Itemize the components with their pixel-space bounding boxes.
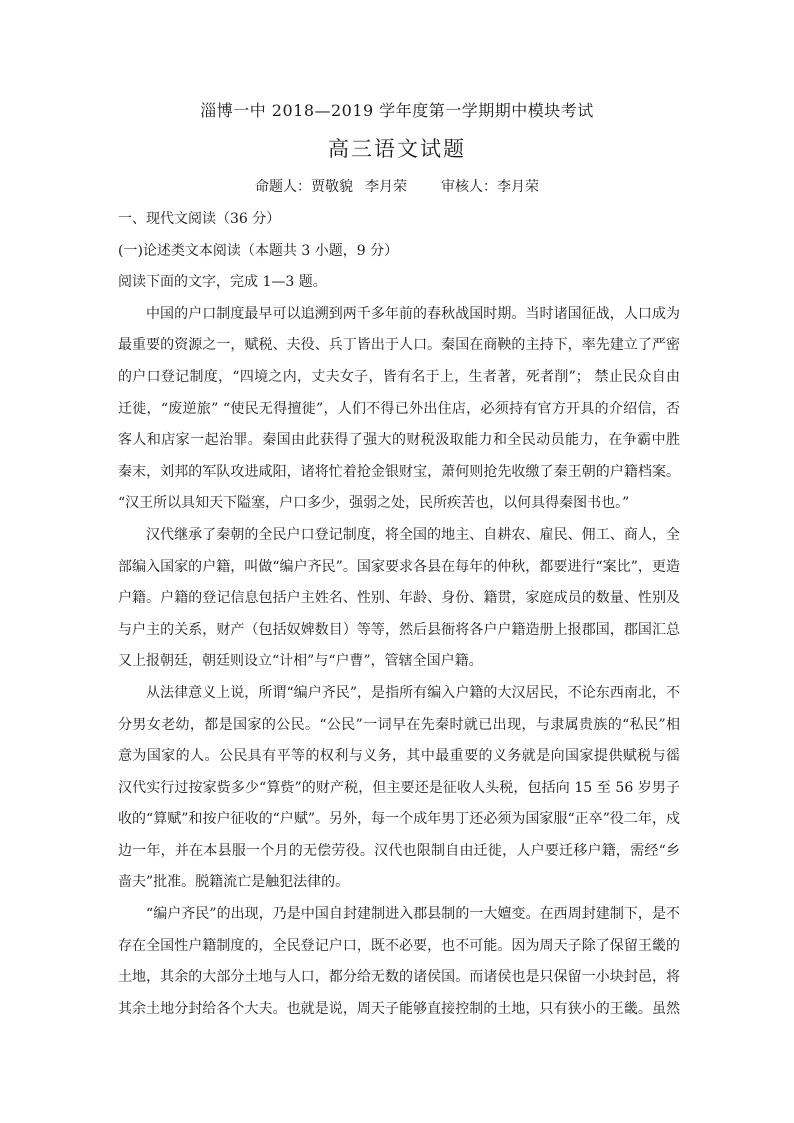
paragraph-3	[118, 678, 680, 899]
paragraph-line: “编户齐民”的出现，乃是中国自封建制进入郡县制的一大嬗变。在西周封建制下，是不	[146, 906, 680, 923]
paragraph-line: 其余土地分封给各个大夫。也就是说，周天子能够直接控制的土地，只有狭小的王畿。虽然	[118, 1000, 680, 1017]
setter-label: 命题人：贾敬貌	[255, 179, 353, 195]
paragraph-line: 最重要的资源之一，赋税、夫役、兵丁皆出于人口。秦国在商鞅的主持下，率先建立了严密	[118, 337, 680, 354]
paragraph-line: 分男女老幼，都是国家的公民。“公民”一词早在先秦时就已出现，与隶属贵族的“私民”相	[118, 716, 680, 733]
paragraph-line: 迁徙，“废逆旅” “使民无得擅徙”，人们不得已外出住店，必须持有官方开具的介绍信，否	[118, 400, 680, 417]
paragraph-line: 户籍。户籍的登记信息包括户主姓名、性别、年龄、身份、籍贯，家庭成员的数量、性别及	[118, 590, 680, 607]
reviewer-label: 审核人：李月荣	[441, 179, 539, 195]
sub-heading: (一)论述类文本阅读（本题共 3 小题，9 分）	[118, 242, 399, 259]
paragraph-line: 收的“算赋”和按户征收的“户赋”。另外，每一个成年男丁还必须为国家服“正卒”役二年，戍	[118, 811, 680, 828]
paragraph-line: “汉王所以具知天下隘塞，户口多少，强弱之处，民所疾苦也，以何具得秦图书也。”	[118, 495, 630, 512]
setter-second: 李月荣	[365, 179, 407, 195]
paragraph-line: 存在全国性户籍制度的，全民登记户口，既不必要，也不可能。因为周天子除了保留王畿的	[118, 937, 680, 954]
paragraph-2	[118, 520, 680, 678]
exam-title: 淄博一中 2018—2019 学年度第一学期期中模块考试	[200, 101, 594, 120]
paragraph-line: 中国的户口制度最早可以追溯到两千多年前的春秋战国时期。当时诸国征战，人口成为	[146, 305, 680, 322]
exam-body	[118, 204, 680, 1025]
paragraph-line: 与户主的关系，财产（包括奴婢数目）等等，然后县衙将各户户籍造册上报郡国，郡国汇总	[118, 621, 680, 638]
instruction: 阅读下面的文字，完成 1—3 题。	[118, 274, 327, 291]
paragraph-line: 秦末，刘邦的军队攻进咸阳，诸将忙着抢金银财宝，萧何则抢先收缴了秦王朝的户籍档案。	[118, 463, 680, 480]
author-line	[0, 177, 794, 197]
paragraph-line: 啬夫”批准。脱籍流亡是触犯法律的。	[118, 874, 350, 891]
paragraph-line: 的户口登记制度，“四境之内，丈夫女子，皆有名于上，生者著，死者削”； 禁止民众自由	[118, 368, 680, 385]
paragraph-line: 又上报朝廷，朝廷则设立“计相”与“户曹”，管辖全国户籍。	[118, 653, 483, 670]
paragraph-line: 土地，其余的大部分土地与人口，都分给无数的诸侯国。而诸侯也是只保留一小块封邑，将	[118, 969, 680, 986]
paragraph-line: 从法律意义上说，所谓“编户齐民”，是指所有编入户籍的大汉居民，不论东西南北，不	[146, 684, 680, 701]
paragraph-line: 部编入国家的户籍，叫做“编户齐民”。国家要求各县在每年的仲秋，都要进行“案比”，更造	[118, 558, 680, 575]
paragraph-line: 汉代继承了秦朝的全民户口登记制度，将全国的地主、自耕农、雇民、佣工、商人，全	[146, 526, 680, 543]
paragraph-4	[118, 899, 680, 1025]
paragraph-line: 意为国家的人。公民具有平等的权利与义务，其中最重要的义务就是向国家提供赋税与徭	[118, 748, 680, 765]
paragraph-1	[118, 299, 680, 520]
paragraph-line: 汉代实行过按家赀多少“算赀”的财产税，但主要还是征收人头税，包括向 15 至 56 岁男子	[118, 779, 680, 796]
section-heading: 一、现代文阅读（36 分）	[118, 211, 281, 227]
paragraph-line: 客人和店家一起治罪。秦国由此获得了强大的财税汲取能力和全民动员能力，在争霸中胜	[118, 432, 680, 449]
paragraph-line: 边一年，并在本县服一个月的无偿劳役。汉代也限制自由迁徙，人户要迁移户籍，需经“乡	[118, 842, 680, 859]
subject-title: 高三语文试题	[328, 137, 466, 161]
